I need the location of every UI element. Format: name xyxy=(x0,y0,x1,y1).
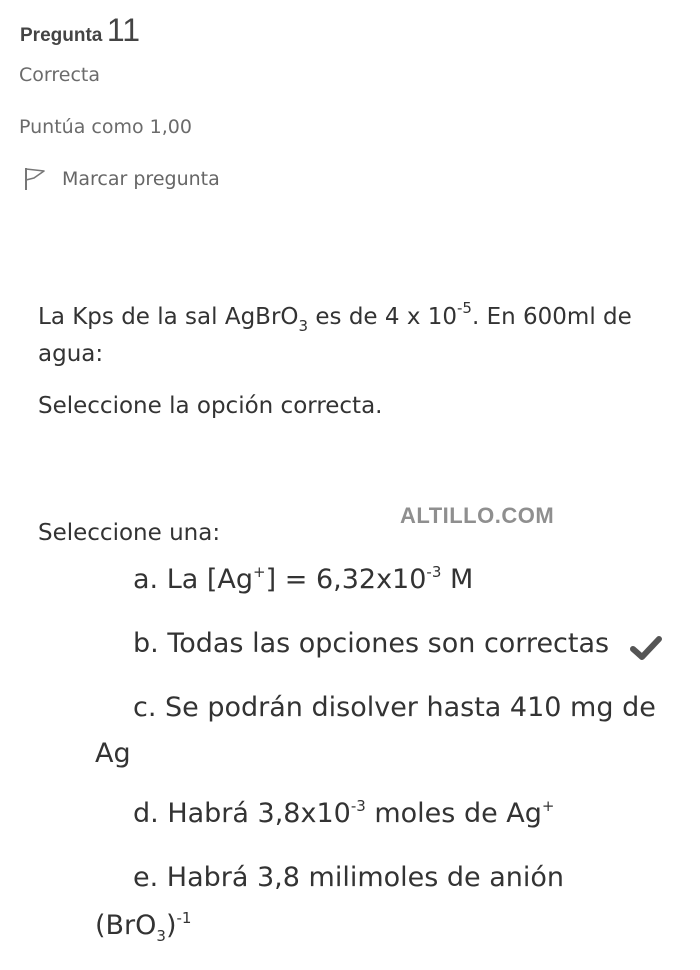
option-a[interactable]: a. La $[Ag^+] = 6,32x10^{-3}$ M xyxy=(133,562,474,595)
flag-label: Marcar pregunta xyxy=(62,168,220,190)
question-text-line2: agua: xyxy=(38,341,104,367)
question-number: 11 xyxy=(106,12,141,48)
flag-icon xyxy=(22,166,48,192)
select-one-label: Seleccione una: xyxy=(38,520,221,546)
option-b[interactable]: b. Todas las opciones son correctas xyxy=(133,628,610,659)
question-text-line1: La Kps de la sal AgBrO$_3$ es de 4 x $10^{-5}$. En 600ml de xyxy=(38,298,632,335)
question-label: Pregunta xyxy=(20,25,103,46)
question-status: Correcta xyxy=(19,64,100,86)
question-score: Puntúa como 1,00 xyxy=(19,116,192,138)
option-c[interactable]: c. Se podrán disolver hasta 410 mg de xyxy=(133,692,656,723)
option-e[interactable]: e. Habrá 3,8 milimoles de anión xyxy=(133,862,565,893)
watermark: ALTILLO.COM xyxy=(400,503,555,528)
option-e-continuation: $(BrO_3)^{-1}$ xyxy=(95,908,192,945)
question-title xyxy=(20,12,140,49)
question-instruction: Seleccione la opción correcta. xyxy=(38,393,383,419)
check-icon xyxy=(630,634,662,662)
option-c-continuation: Ag xyxy=(95,738,131,769)
option-d[interactable]: d. Habrá $3,8x10^{-3}$ moles de Ag+ xyxy=(133,796,555,829)
flag-question-button[interactable] xyxy=(22,166,220,192)
